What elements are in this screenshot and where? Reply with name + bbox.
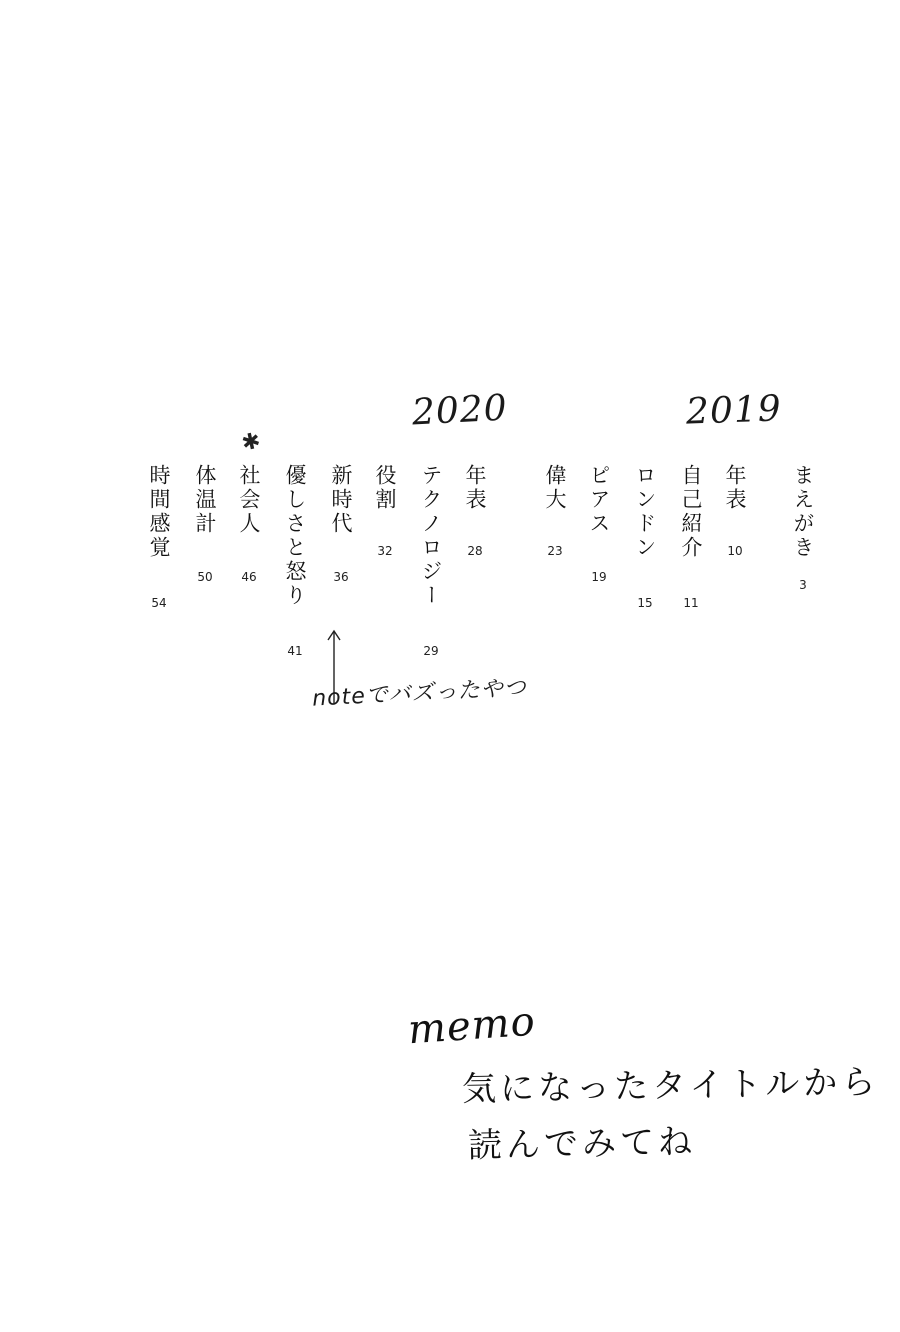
- toc-entry[interactable]: [674, 464, 708, 610]
- toc-entry-page: 46: [241, 570, 257, 584]
- toc-entry-title: 社会人: [237, 464, 261, 536]
- handwritten-note-label: noteでバズったやつ: [311, 675, 528, 712]
- memo-text-line-1: 気になったタイトルから: [461, 1062, 880, 1110]
- toc-entry-title: 自己紹介: [679, 464, 703, 560]
- toc-entry-title: まえがき: [791, 464, 815, 560]
- toc-entry[interactable]: [142, 464, 176, 610]
- toc-entry[interactable]: [278, 464, 312, 658]
- toc-entry[interactable]: [786, 464, 820, 592]
- toc-entry[interactable]: [324, 464, 358, 584]
- toc-entry-page: 3: [799, 578, 807, 592]
- toc-entry[interactable]: [458, 464, 492, 558]
- memo-text-line-2: 読んでみてね: [467, 1122, 697, 1166]
- toc-entry-page: 11: [683, 596, 699, 610]
- toc-entry-title: 年表: [723, 464, 747, 512]
- toc-entry-title: 体温計: [193, 464, 217, 536]
- toc-entry-page: 54: [151, 596, 167, 610]
- toc-entry-title: ピアス: [587, 464, 611, 536]
- year-heading-2020: 2020: [410, 387, 509, 434]
- toc-entry-page: 36: [333, 570, 349, 584]
- toc-entry-page: 32: [377, 544, 393, 558]
- toc-entry[interactable]: [538, 464, 572, 558]
- toc-entry-page: 29: [423, 644, 439, 658]
- toc-entry-page: 23: [547, 544, 563, 558]
- toc-entry-page: 15: [637, 596, 653, 610]
- toc-entry-title: 優しさと怒り: [283, 464, 307, 608]
- toc-entry[interactable]: [368, 464, 402, 558]
- toc-entry-page: 19: [591, 570, 607, 584]
- toc-entry[interactable]: [188, 464, 222, 584]
- toc-entry-title: 役割: [373, 464, 397, 512]
- toc-entry-title: 時間感覚: [147, 464, 171, 560]
- year-heading-2019: 2019: [685, 388, 783, 433]
- toc-entry-title: ロンドン: [633, 464, 657, 560]
- toc-entry[interactable]: [718, 464, 752, 558]
- toc-entry-title: 偉大: [543, 464, 567, 512]
- toc-entry-title: テクノロジー: [419, 464, 443, 608]
- toc-entry-page: 28: [467, 544, 483, 558]
- toc-entry-title: 年表: [463, 464, 487, 512]
- toc-entry-page: 41: [287, 644, 303, 658]
- toc-entry-title: 新時代: [329, 464, 353, 536]
- toc-entry-page: 50: [197, 570, 213, 584]
- memo-heading: memo: [406, 998, 538, 1054]
- toc-entry[interactable]: [628, 464, 662, 610]
- toc-entry[interactable]: [414, 464, 448, 658]
- toc-entry[interactable]: [232, 464, 266, 584]
- toc-entry-page: 10: [727, 544, 743, 558]
- toc-entry[interactable]: [582, 464, 616, 584]
- star-mark-icon: ✱: [239, 428, 263, 457]
